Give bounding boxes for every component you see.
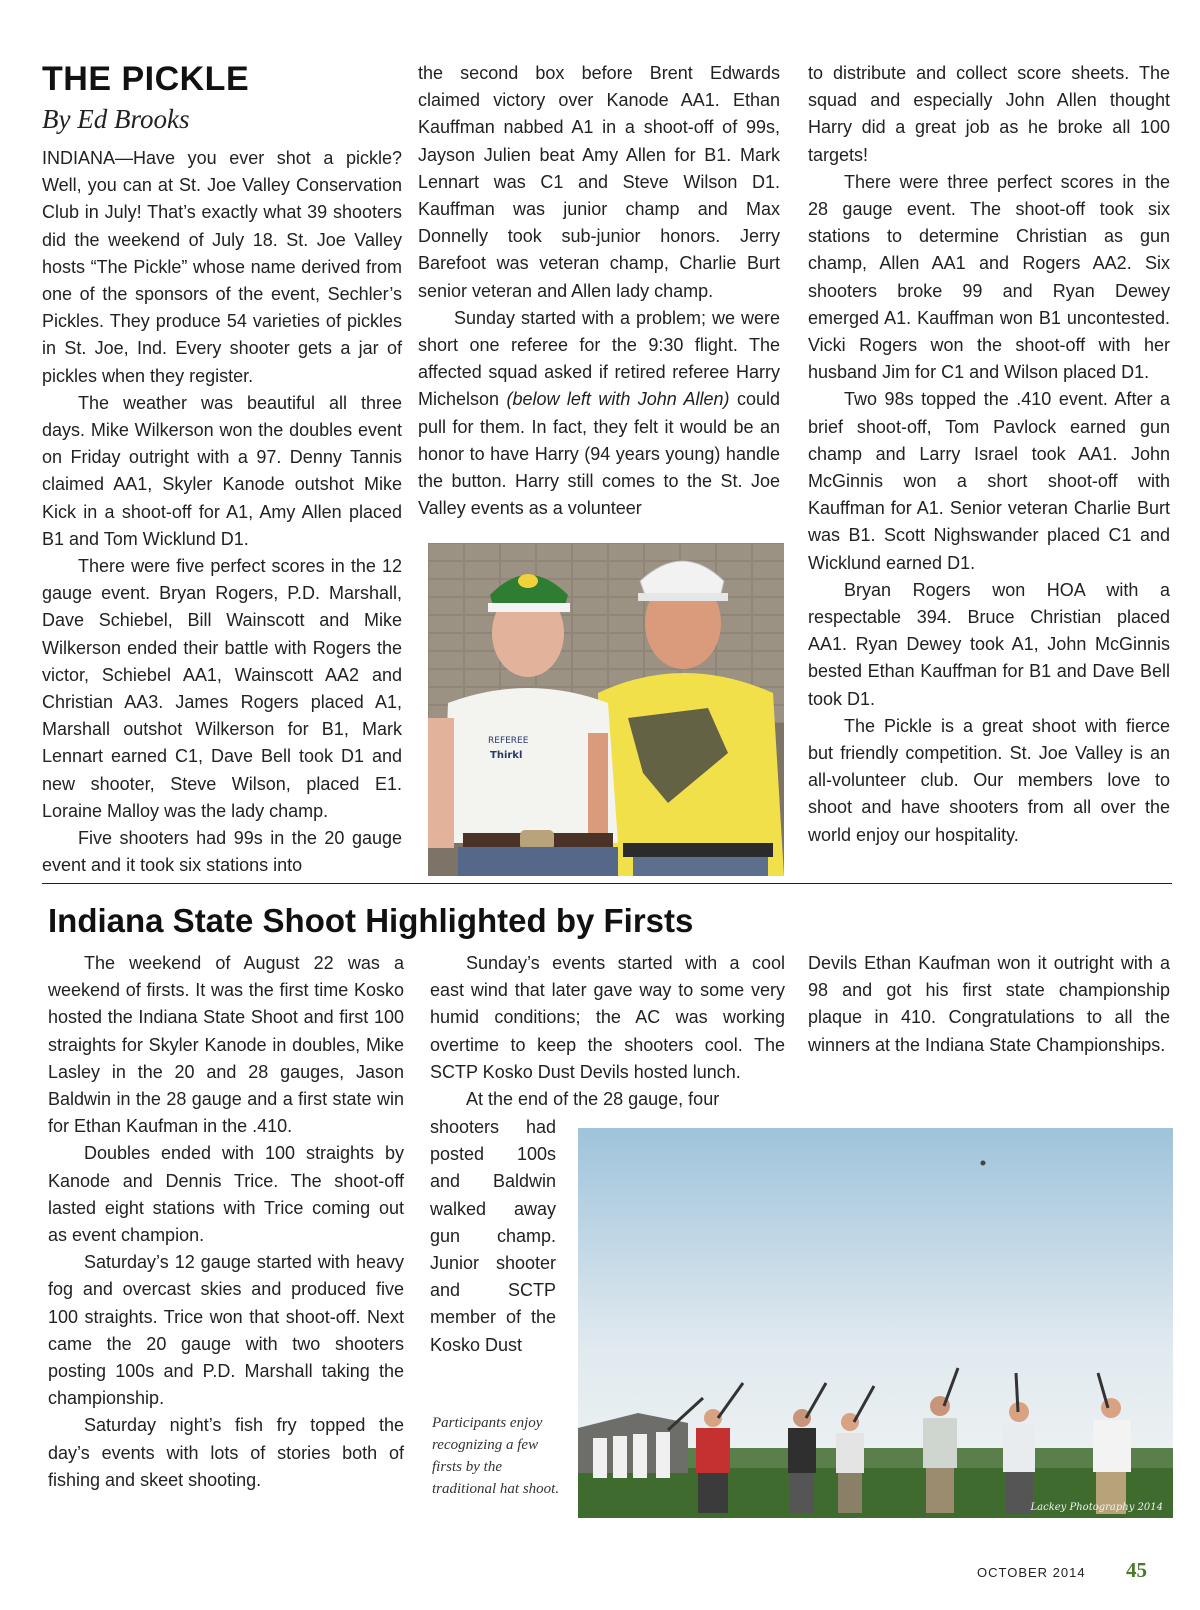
paragraph: Devils Ethan Kaufman won it outright with a 98 and got his first state championship plaque in 410. Congratulations to all the winners at the Indiana State Championships.: [808, 953, 1170, 1055]
shirt-logo-text: Thirkl: [490, 750, 523, 761]
paragraph: The weather was beautiful all three days. Mike Wilkerson won the doubles event on Friday outright with a 97. Denny Tannis claimed AA1, Skyler Kanode outshot Mike Kick in a shoot-off for A1, Amy Allen placed B1 and Tom Wicklund D1.: [42, 392, 402, 549]
paragraph: to distribute and collect score sheets. The squad and especially John Allen thought Harry did a great job as he broke all 100 targets!: [808, 63, 1170, 165]
article1-title: THE PICKLE: [42, 60, 250, 98]
paragraph: shooters had posted 100s and Baldwin walked away gun champ. Junior shooter and SCTP member of the Kosko Dust: [430, 1117, 556, 1355]
paragraph: There were five perfect scores in the 12 gauge event. Bryan Rogers, P.D. Marshall, Dave Schiebel, Bill Wainscott and Mike Wilkerson ended their battle with Rogers the victor, Schiebel AA1, Wainscott AA2 and Christian AA3. James Rogers placed A1, Marshall outshot Wilkerson for B1, Mark Lennart earned C1, Dave Bell took D1 and new shooter, Steve Wilson, placed E1. Loraine Malloy was the lady champ.: [42, 556, 402, 821]
paragraph: The Pickle is a great shoot with fierce but friendly competition. St. Joe Valley is an all-volunteer club. Our members love to shoot and have shooters from all over the world enjoy our hospitality.: [808, 715, 1170, 845]
paragraph: Saturday night’s fish fry topped the day’s events with lots of stories both of fishing and skeet shooting.: [48, 1415, 404, 1490]
paragraph: At the end of the 28 gauge, four: [466, 1089, 720, 1110]
paragraph: Bryan Rogers won HOA with a respectable 394. Bruce Christian placed AA1. Ryan Dewey took A1, John McGinnis bested Ethan Kauffman for B1 and Dave Bell took D1.: [808, 579, 1170, 709]
paragraph: [418, 305, 780, 523]
photo-hat-shoot-image: [578, 1128, 1173, 1518]
photo-caption: Participants enjoy recognizing a few firsts by the traditional hat shoot.: [432, 1415, 560, 1497]
article1-column-2: [418, 60, 780, 522]
photo-credit: Lackey Photography 2014: [1030, 1502, 1163, 1513]
paragraph: the second box before Brent Edwards claimed victory over Kanode AA1. Ethan Kauffman nabbed A1 in a shoot-off of 99s, Jayson Julien beat Amy Allen for B1. Mark Lennart was C1 and Steve Wilson D1. Kauffman was junior champ and Max Donnelly took sub-junior honors. Jerry Barefoot was veteran champ, Charlie Burt senior veteran and Allen lady champ.: [418, 63, 780, 301]
paragraph: Two 98s topped the .410 event. After a brief shoot-off, Tom Pavlock earned gun champ and Larry Israel took AA1. John McGinnis won a short shoot-off with Kauffman for A1. Senior veteran Charlie Burt was B1. Scott Nighswander placed C1 and Wicklund earned D1.: [808, 389, 1170, 573]
photo-reference: (below left with John Allen): [506, 389, 730, 410]
paragraph: Five shooters had 99s in the 20 gauge event and it took six stations into: [42, 828, 402, 876]
article2-column-2: [430, 950, 785, 1113]
article1-column-3: [808, 60, 1170, 849]
article1-column-1: [42, 145, 402, 879]
paragraph-text: Sunday started with a problem; we were short one referee for the 9:30 flight. The affected squad asked if retired referee Harry Michelson: [418, 307, 780, 410]
paragraph: Sunday’s events started with a cool east wind that later gave way to some very humid conditions; the AC was working overtime to keep the shooters cool. The SCTP Kosko Dust Devils hosted lunch.: [430, 953, 785, 1082]
photo-referee-and-john-allen: [428, 543, 784, 876]
footer-page-number: 45: [1126, 1558, 1147, 1582]
article2-column-1: [48, 950, 404, 1494]
paragraph: There were three perfect scores in the 28 gauge event. The shoot-off took six stations to determine Christian as gun champ, Allen AA1 and Rogers AA2. Six shooters broke 99 and Ryan Dewey emerged A1. Kauffman won B1 uncontested. Vicki Rogers won the shoot-off with her husband Jim for C1 and Wilson placed D1.: [808, 171, 1170, 383]
article2-column-3: [808, 950, 1170, 1059]
section-divider: [42, 883, 1172, 884]
paragraph: Doubles ended with 100 straights by Kanode and Dennis Trice. The shoot-off lasted eight stations with Trice coming out as event champion.: [48, 1143, 404, 1246]
paragraph: The weekend of August 22 was a weekend of firsts. It was the first time Kosko hosted the Indiana State Shoot and first 100 straights for Skyler Kanode in doubles, Mike Lasley in the 20 and 28 gauges, Jason Baldwin in the 28 gauge and a first state win for Ethan Kaufman in the .410.: [48, 953, 404, 1137]
article1-byline: By Ed Brooks: [42, 104, 190, 134]
paragraph: INDIANA—Have you ever shot a pickle? Well, you can at St. Joe Valley Conservation Club in July! That’s exactly what 39 shooters did the weekend of July 18. St. Joe Valley hosts “The Pickle” whose name derived from one of the sponsors of the event, Sechler’s Pickles. They produce 54 varieties of pickles in St. Joe, Ind. Every shooter gets a jar of pickles when they register.: [42, 148, 402, 386]
paragraph: Saturday’s 12 gauge started with heavy fog and overcast skies and produced five 100 straights. Trice won that shoot-off. Next came the 20 gauge with two shooters posting 100s and P.D. Marshall taking the championship.: [48, 1252, 404, 1409]
photo-referee-image: [428, 543, 784, 876]
article2-title: Indiana State Shoot Highlighted by Firsts: [48, 902, 694, 939]
footer-issue-date: OCTOBER 2014: [977, 1565, 1086, 1580]
photo-hat-shoot: [578, 1128, 1173, 1518]
paragraph-text: could pull for them. In fact, they felt it would be an honor to have Harry (94 years young) handle the button. Harry still comes to the St. Joe Valley events as a volunteer: [418, 389, 780, 519]
shirt-logo-text: REFEREE: [488, 736, 529, 746]
article2-column-2-narrow: [430, 1114, 556, 1359]
